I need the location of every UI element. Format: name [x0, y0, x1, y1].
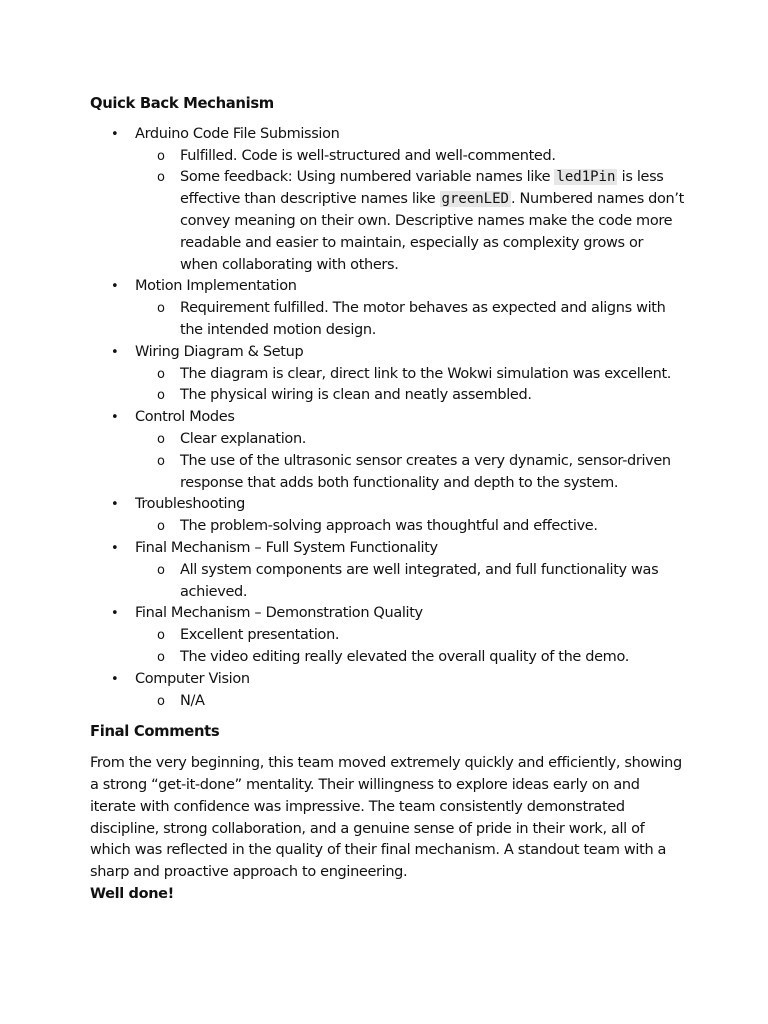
sub-bullet-icon: o [157, 453, 165, 469]
criterion-item [90, 494, 685, 538]
feedback-text: Fulfilled. Code is well-structured and well-commented. [180, 147, 556, 164]
criterion-feedback-list [135, 625, 685, 669]
criterion-item [90, 669, 685, 713]
criterion-feedback-list [135, 691, 685, 713]
feedback-text: N/A [180, 692, 205, 709]
feedback-item [135, 385, 685, 407]
criterion-item [90, 538, 685, 603]
feedback-text: The diagram is clear, direct link to the Wokwi simulation was excellent. [180, 365, 672, 382]
bullet-icon: • [111, 606, 119, 622]
bullet-icon: • [111, 410, 119, 426]
final-comments-paragraph: From the very beginning, this team moved extremely quickly and efficiently, showing a strong “get-it-done” mentality. Their willingness to explore ideas early on and iterate with confidence was impressive. The team consistently demonstrated discipline, strong collaboration, and a genuine sense of pride in their work, all of which was reflected in the quality of their final mechanism. A standout team with a sharp and proactive approach to engineering. [90, 755, 682, 881]
sub-bullet-icon: o [157, 366, 165, 382]
feedback-text-segment: Some feedback: Using numbered variable names like [180, 169, 555, 186]
criterion-feedback-list [135, 429, 685, 494]
criterion-label: Wiring Diagram & Setup [135, 343, 304, 360]
feedback-text: The use of the ultrasonic sensor creates a very dynamic, sensor-driven response that adds both functionality and depth to the system. [180, 452, 671, 491]
criterion-item [90, 124, 685, 277]
feedback-text: Clear explanation. [180, 430, 307, 447]
sub-bullet-icon: o [157, 519, 165, 535]
criterion-feedback-list [135, 560, 685, 604]
criterion-label: Arduino Code File Submission [135, 125, 340, 142]
feedback-text-segment: . Numbered names don’t convey meaning on their own. Descriptive names make the code more readable and easier to maintain, especially as complexity grows or when collaborating with others. [180, 191, 684, 273]
criterion-feedback-list [135, 298, 685, 342]
sub-bullet-icon: o [157, 148, 165, 164]
bullet-icon: • [111, 540, 119, 556]
sub-bullet-icon: o [157, 693, 165, 709]
criterion-feedback-list [135, 516, 685, 538]
feedback-item [135, 560, 685, 604]
feedback-text: The problem-solving approach was thoughtful and effective. [180, 518, 598, 535]
criterion-label: Computer Vision [135, 670, 250, 687]
criterion-label: Motion Implementation [135, 278, 297, 295]
feedback-text-segment: is less effective than descriptive names like [180, 169, 664, 208]
section-heading-final-comments: Final Comments [90, 723, 220, 741]
criterion-label: Control Modes [135, 409, 235, 426]
feedback-text: Excellent presentation. [180, 627, 340, 644]
bullet-icon: • [111, 344, 119, 360]
feedback-item [135, 516, 685, 538]
sub-bullet-icon: o [157, 301, 165, 317]
feedback-text: All system components are well integrated, and full functionality was achieved. [180, 561, 659, 600]
criteria-list [90, 124, 685, 713]
criterion-item [90, 276, 685, 341]
criterion-item [90, 407, 685, 494]
feedback-text: Requirement fulfilled. The motor behaves as expected and aligns with the intended motion design. [180, 300, 666, 338]
criterion-label: Final Mechanism – Demonstration Quality [135, 605, 423, 622]
bullet-icon: • [111, 279, 119, 295]
sub-bullet-icon: o [157, 431, 165, 447]
document-page [90, 93, 685, 906]
feedback-item [135, 647, 685, 669]
feedback-item [135, 691, 685, 713]
feedback-item [135, 451, 685, 495]
criterion-feedback-list [135, 146, 685, 277]
code-identifier: led1Pin [556, 169, 616, 186]
bullet-icon: • [111, 126, 119, 142]
feedback-text: The video editing really elevated the overall quality of the demo. [180, 648, 629, 665]
feedback-item [135, 167, 685, 276]
feedback-item [135, 146, 685, 168]
criterion-label: Troubleshooting [135, 496, 245, 513]
criterion-item [90, 603, 685, 668]
feedback-text: The physical wiring is clean and neatly assembled. [180, 387, 532, 404]
criterion-item [90, 342, 685, 407]
closing-line: Well done! [90, 885, 174, 902]
bullet-icon: • [111, 671, 119, 687]
section-heading-quick-back-mechanism: Quick Back Mechanism [90, 95, 274, 112]
feedback-item [135, 298, 685, 342]
criterion-feedback-list [135, 364, 685, 408]
feedback-item [135, 625, 685, 647]
sub-bullet-icon: o [157, 170, 165, 186]
sub-bullet-icon: o [157, 649, 165, 665]
sub-bullet-icon: o [157, 388, 165, 404]
code-identifier: greenLED [441, 191, 509, 208]
bullet-icon: • [111, 497, 119, 513]
feedback-item [135, 429, 685, 451]
sub-bullet-icon: o [157, 562, 165, 578]
sub-bullet-icon: o [157, 628, 165, 644]
feedback-item [135, 364, 685, 386]
criterion-label: Final Mechanism – Full System Functionality [135, 539, 438, 556]
